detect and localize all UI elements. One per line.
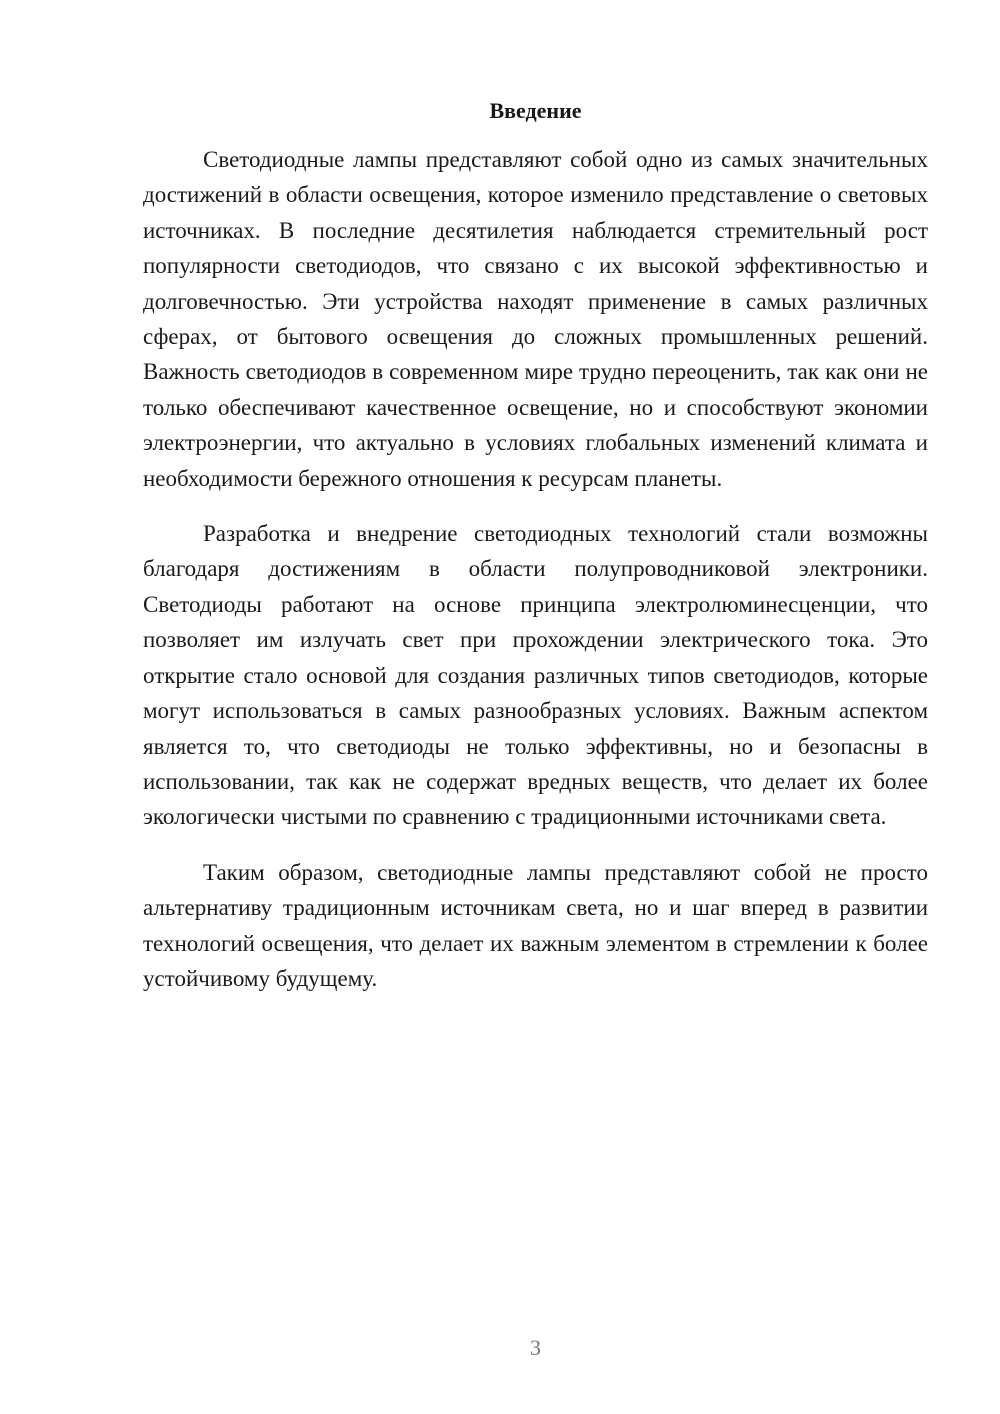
body-text [143,142,928,1016]
paragraph-3: Таким образом, светодиодные лампы представляют собой не просто альтернативу традиционным источникам света, но и шаг вперед в развитии технологий освещения, что делает их важным элементом в стремлении к более устойчивому будущему. [143,859,928,991]
page-number: 3 [530,1335,541,1360]
paragraph-1: Светодиодные лампы представляют собой одно из самых значительных достижений в области освещения, которое изменило представление о световых источниках. В последние десятилетия наблюдается стремительный рост популярности светодиодов, что связано с их высокой эффективностью и долговечностью. Эти устройства находят применение в самых различных сферах, от бытового освещения до сложных промышленных решений. Важность светодиодов в современном мире трудно переоценить, так как они не только обеспечивают качественное освещение, но и способствуют экономии электроэнергии, что актуально в условиях глобальных изменений климата и необходимости бережного отношения к ресурсам планеты. [143,147,928,491]
section-title: Введение [489,98,582,123]
paragraph-2: Разработка и внедрение светодиодных технологий стали возможны благодаря достижениям в области полупроводниковой электроники. Светодиоды работают на основе принципа электролюминесценции, что позволяет им излучать свет при прохождении электрического тока. Это открытие стало основой для создания различных типов светодиодов, которые могут использоваться в самых разнообразных условиях. Важным аспектом является то, что светодиоды не только эффективны, но и безопасны в использовании, так как не содержат вредных веществ, что делает их более экологически чистыми по сравнению с традиционными источниками света. [143,521,928,830]
